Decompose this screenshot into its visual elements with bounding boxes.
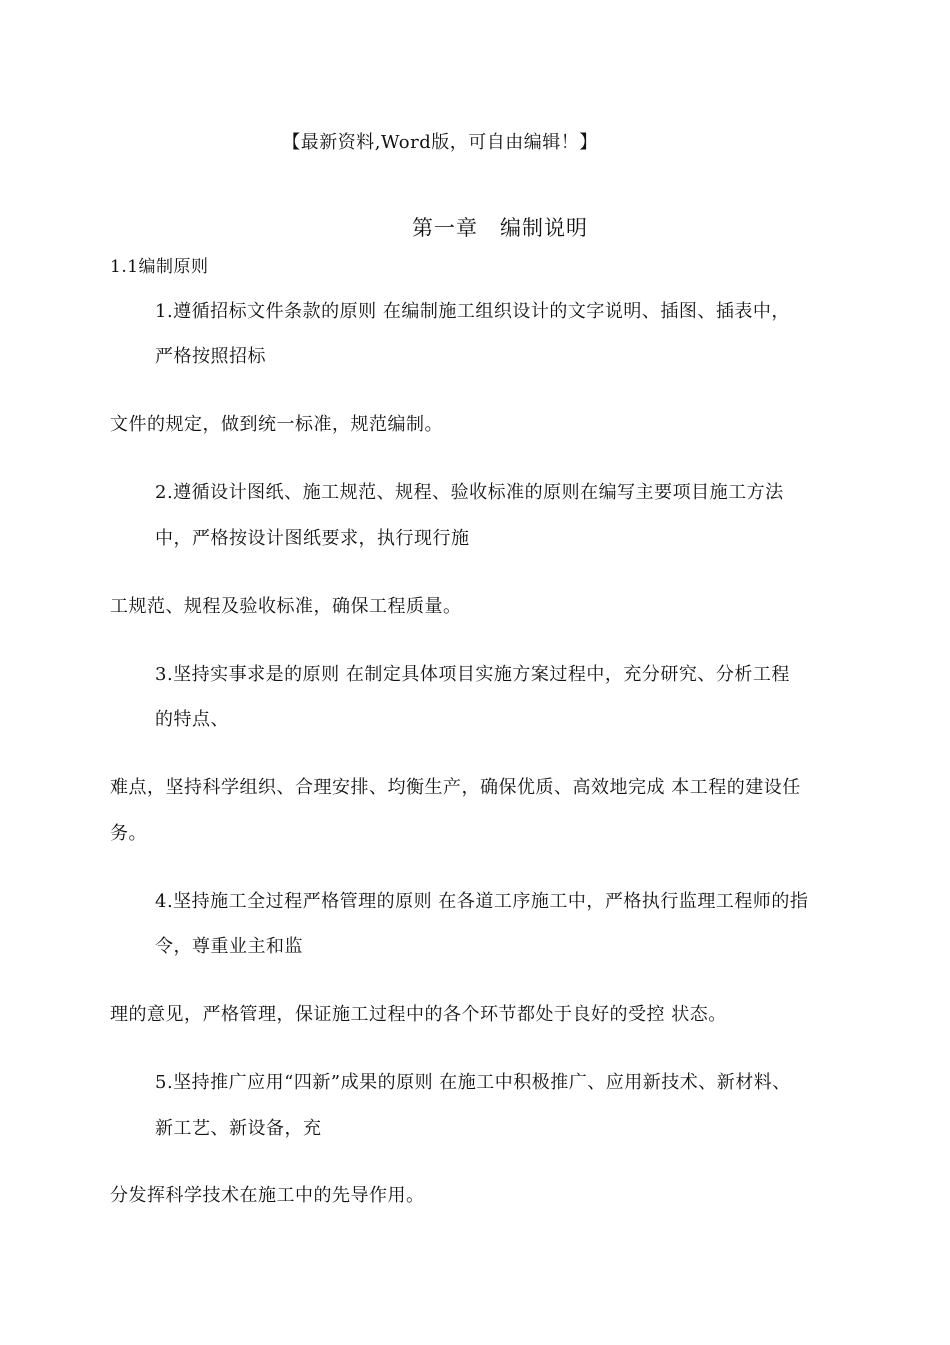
paragraph-1-line-1: 1.遵循招标文件条款的原则 在编制施工组织设计的文字说明、插图、插表中， bbox=[155, 301, 790, 322]
paragraph-2-line-2: 中，严格按设计图纸要求，执行现行施 bbox=[155, 528, 470, 549]
paragraph-3-line-4: 务。 bbox=[110, 823, 147, 844]
paragraph-1-line-3: 文件的规定，做到统一标准，规范编制。 bbox=[110, 414, 443, 435]
paragraph-4-line-3: 理的意见，严格管理，保证施工过程中的各个环节都处于良好的受控 状态。 bbox=[110, 1004, 727, 1025]
paragraph-4-line-2: 令，尊重业主和监 bbox=[155, 936, 303, 957]
paragraph-3-line-2: 的特点、 bbox=[155, 709, 229, 730]
chapter-title: 第一章 编制说明 bbox=[412, 216, 588, 240]
paragraph-1-line-2: 严格按照招标 bbox=[155, 346, 266, 367]
paragraph-2-line-3: 工规范、规程及验收标准，确保工程质量。 bbox=[110, 596, 462, 617]
paragraph-3-line-1: 3.坚持实事求是的原则 在制定具体项目实施方案过程中，充分研究、分析工程 bbox=[155, 664, 790, 685]
paragraph-4-line-1: 4.坚持施工全过程严格管理的原则 在各道工序施工中，严格执行监理工程师的指 bbox=[155, 891, 809, 912]
banner-text: 【最新资料,Word版，可自由编辑！】 bbox=[282, 132, 598, 153]
paragraph-5-line-3: 分发挥科学技术在施工中的先导作用。 bbox=[110, 1185, 425, 1206]
section-heading: 1.1编制原则 bbox=[110, 257, 209, 277]
paragraph-5-line-1: 5.坚持推广应用“四新”成果的原则 在施工中积极推广、应用新技术、新材料、 bbox=[155, 1072, 791, 1093]
paragraph-2-line-1: 2.遵循设计图纸、施工规范、规程、验收标准的原则在编写主要项目施工方法 bbox=[155, 482, 784, 503]
paragraph-3-line-3: 难点，坚持科学组织、合理安排、均衡生产，确保优质、高效地完成 本工程的建设任 bbox=[110, 777, 801, 798]
paragraph-5-line-2: 新工艺、新设备，充 bbox=[155, 1118, 322, 1139]
